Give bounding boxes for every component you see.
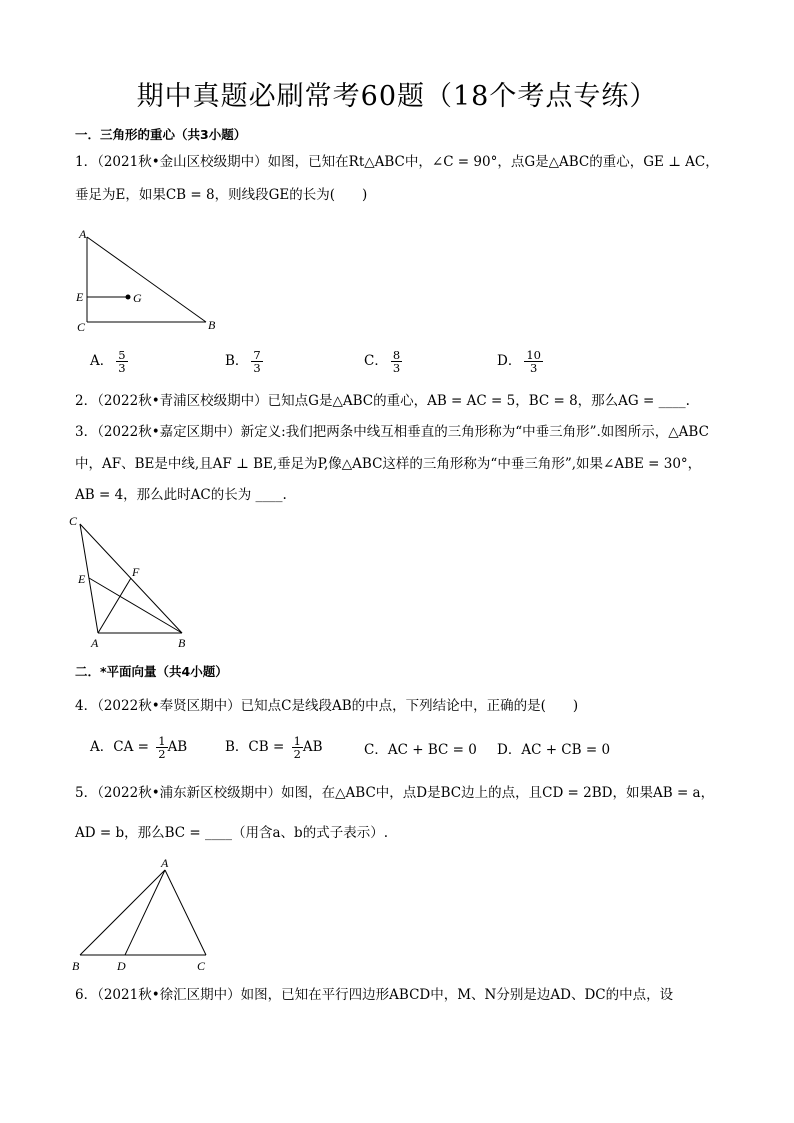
question-1-option-a: A． $\frac{5}{3}$ bbox=[90, 348, 126, 375]
question-4-option-c: C．AC + BC = 0 bbox=[364, 742, 477, 758]
label-f: F bbox=[132, 565, 140, 579]
label-b: B bbox=[208, 318, 216, 332]
question-1-option-b: B． $\frac{7}{3}$ bbox=[225, 348, 261, 375]
question-5-line-2: AD = b，那么BC = ____（用含a、b的式子表示）. bbox=[75, 825, 388, 841]
label-a: A bbox=[91, 636, 99, 650]
label-a: A bbox=[79, 227, 87, 241]
question-1-option-c: C． $\frac{8}{3}$ bbox=[364, 348, 401, 375]
label-d: D bbox=[117, 959, 126, 973]
label-b: B bbox=[72, 959, 80, 973]
question-6-line-1: 6．（2021秋•徐汇区期中）如图，已知在平行四边形ABCD中，M、N分别是边AD、DC的中点，设 bbox=[75, 987, 674, 1003]
section-heading-1: 一．三角形的重心（共3小题） bbox=[75, 127, 247, 142]
label-g: G bbox=[133, 291, 142, 305]
question-3-figure bbox=[62, 512, 197, 652]
label-b: B bbox=[178, 636, 186, 650]
question-1-option-d: D． $\frac{10}{3}$ bbox=[497, 348, 541, 375]
question-1-figure bbox=[70, 225, 230, 337]
label-c: C bbox=[197, 959, 206, 973]
question-5-line-1: 5．（2022秋•浦东新区校级期中）如图，在△ABC中，点D是BC边上的点，且CD = 2BD，如果AB = a， bbox=[75, 785, 715, 801]
question-4-option-b: B．CB = $\frac{1}{2}$ AB bbox=[225, 734, 323, 761]
label-c: C bbox=[69, 514, 78, 528]
label-e: E bbox=[78, 572, 86, 586]
label-a: A bbox=[161, 856, 169, 870]
question-1-line-2: 垂足为E，如果CB = 8，则线段GE的长为( ) bbox=[75, 187, 368, 203]
label-c: C bbox=[77, 320, 86, 334]
page-title: 期中真题必刷常考60题（18个考点专练） bbox=[136, 81, 658, 112]
section-heading-2: 二．*平面向量（共4小题） bbox=[75, 664, 228, 679]
question-4-line-1: 4．（2022秋•奉贤区期中）已知点C是线段AB的中点，下列结论中，正确的是( ) bbox=[75, 698, 579, 714]
question-3-line-3: AB = 4，那么此时AC的长为 ____. bbox=[75, 487, 287, 503]
question-1-line-1: 1．（2021秋•金山区校级期中）如图，已知在Rt△ABC中，∠C = 90°，点G是△ABC的重心，GE ⊥ AC， bbox=[75, 154, 719, 170]
question-4-option-d: D．AC + CB = 0 bbox=[497, 742, 611, 758]
question-5-figure bbox=[68, 854, 218, 976]
question-3-line-1: 3．（2022秋•嘉定区期中）新定义:我们把两条中线互相垂直的三角形称为“中垂三角形”.如图所示，△ABC bbox=[75, 424, 709, 440]
question-2-line-1: 2．（2022秋•青浦区校级期中）已知点G是△ABC的重心，AB = AC = 5，BC = 8，那么AG = ____. bbox=[75, 393, 690, 409]
label-e: E bbox=[76, 290, 84, 304]
question-4-option-a: A．CA = $\frac{1}{2}$ AB bbox=[90, 734, 188, 761]
question-3-line-2: 中，AF、BE是中线,且AF ⊥ BE,垂足为P,像△ABC这样的三角形称为“中垂三角形”,如果∠ABE = 30°， bbox=[75, 456, 702, 472]
point-g bbox=[126, 295, 131, 300]
